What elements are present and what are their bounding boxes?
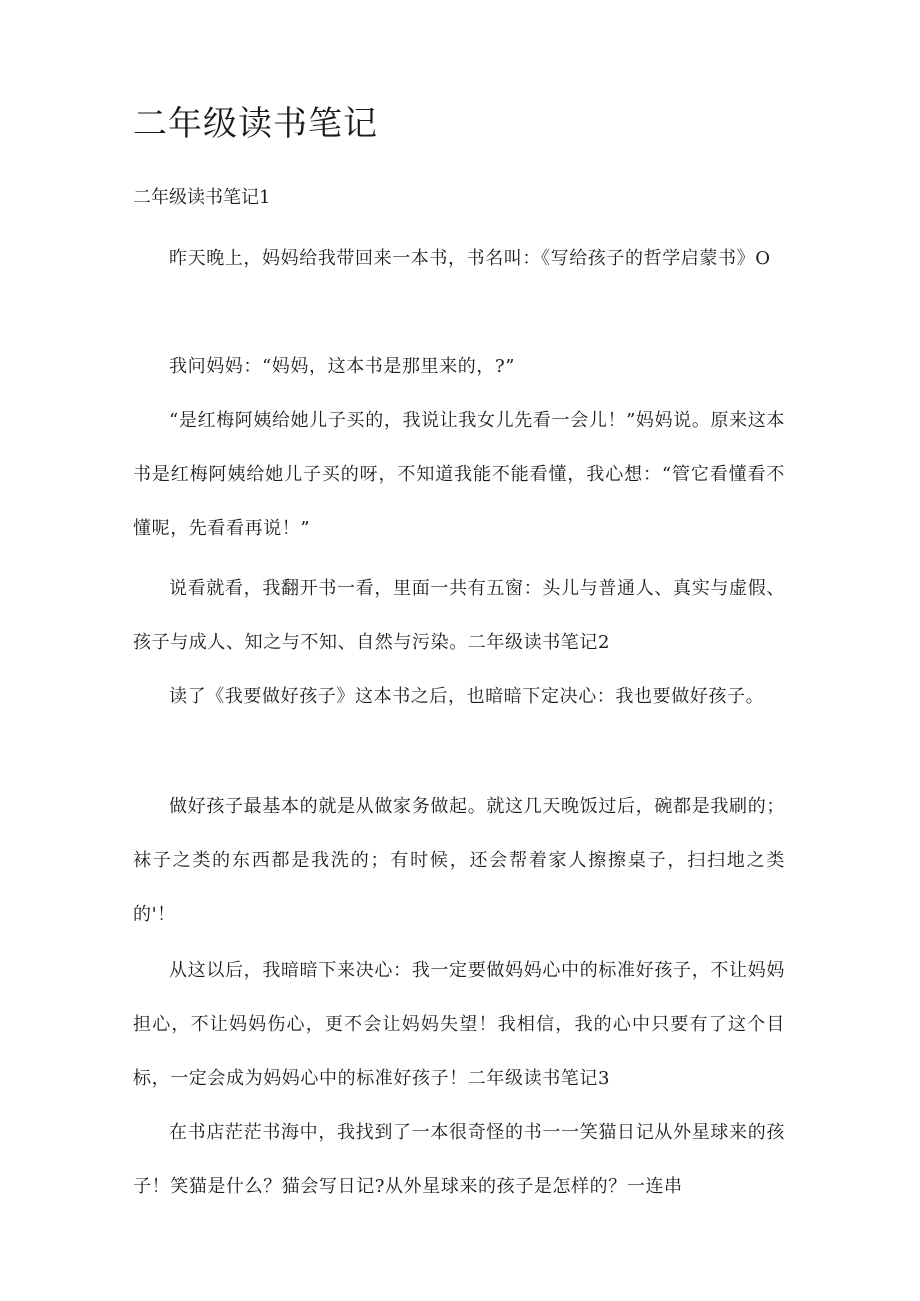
paragraph: 在书店茫茫书海中，我找到了一本很奇怪的书一一笑猫日记从外星球来的孩子！笑猫是什么？猫会写日记?从外星球来的孩子是怎样的？一连串: [133, 1122, 785, 1197]
section-heading-1: 二年级读书笔记1: [133, 187, 271, 208]
paragraph: 我问妈妈：“妈妈，这本书是那里来的，?”: [169, 356, 516, 377]
paragraph: 做好孩子最基本的就是从做家务做起。就这几天晚饭过后，碗都是我刷的；袜子之类的东西都是我洗的；有时候，还会帮着家人擦擦桌子，扫扫地之类的'！: [133, 796, 785, 925]
paragraph: 昨天晚上，妈妈给我带回来一本书，书名叫：《写给孩子的哲学启蒙书》O: [169, 248, 771, 269]
paragraph: 从这以后，我暗暗下来决心：我一定要做妈妈心中的标准好孩子，不让妈妈担心，不让妈妈伤心，更不会让妈妈失望！我相信，我的心中只要有了这个目标，一定会成为妈妈心中的标准好孩子！二年级读书笔记3: [133, 960, 785, 1089]
paragraph: 读了《我要做好孩子》这本书之后，也暗暗下定决心：我也要做好孩子。: [169, 686, 765, 707]
paragraph: “是红梅阿姨给她儿子买的，我说让我女儿先看一会儿！”妈妈说。原来这本书是红梅阿姨给她儿子买的呀，不知道我能不能看懂，我心想：“管它看懂看不懂呢，先看看再说！”: [133, 410, 785, 539]
document-title: 二年级读书笔记: [133, 104, 378, 144]
paragraph: 说看就看，我翻开书一看，里面一共有五窗：头儿与普通人、真实与虚假、孩子与成人、知之与不知、自然与污染。二年级读书笔记2: [133, 578, 785, 653]
